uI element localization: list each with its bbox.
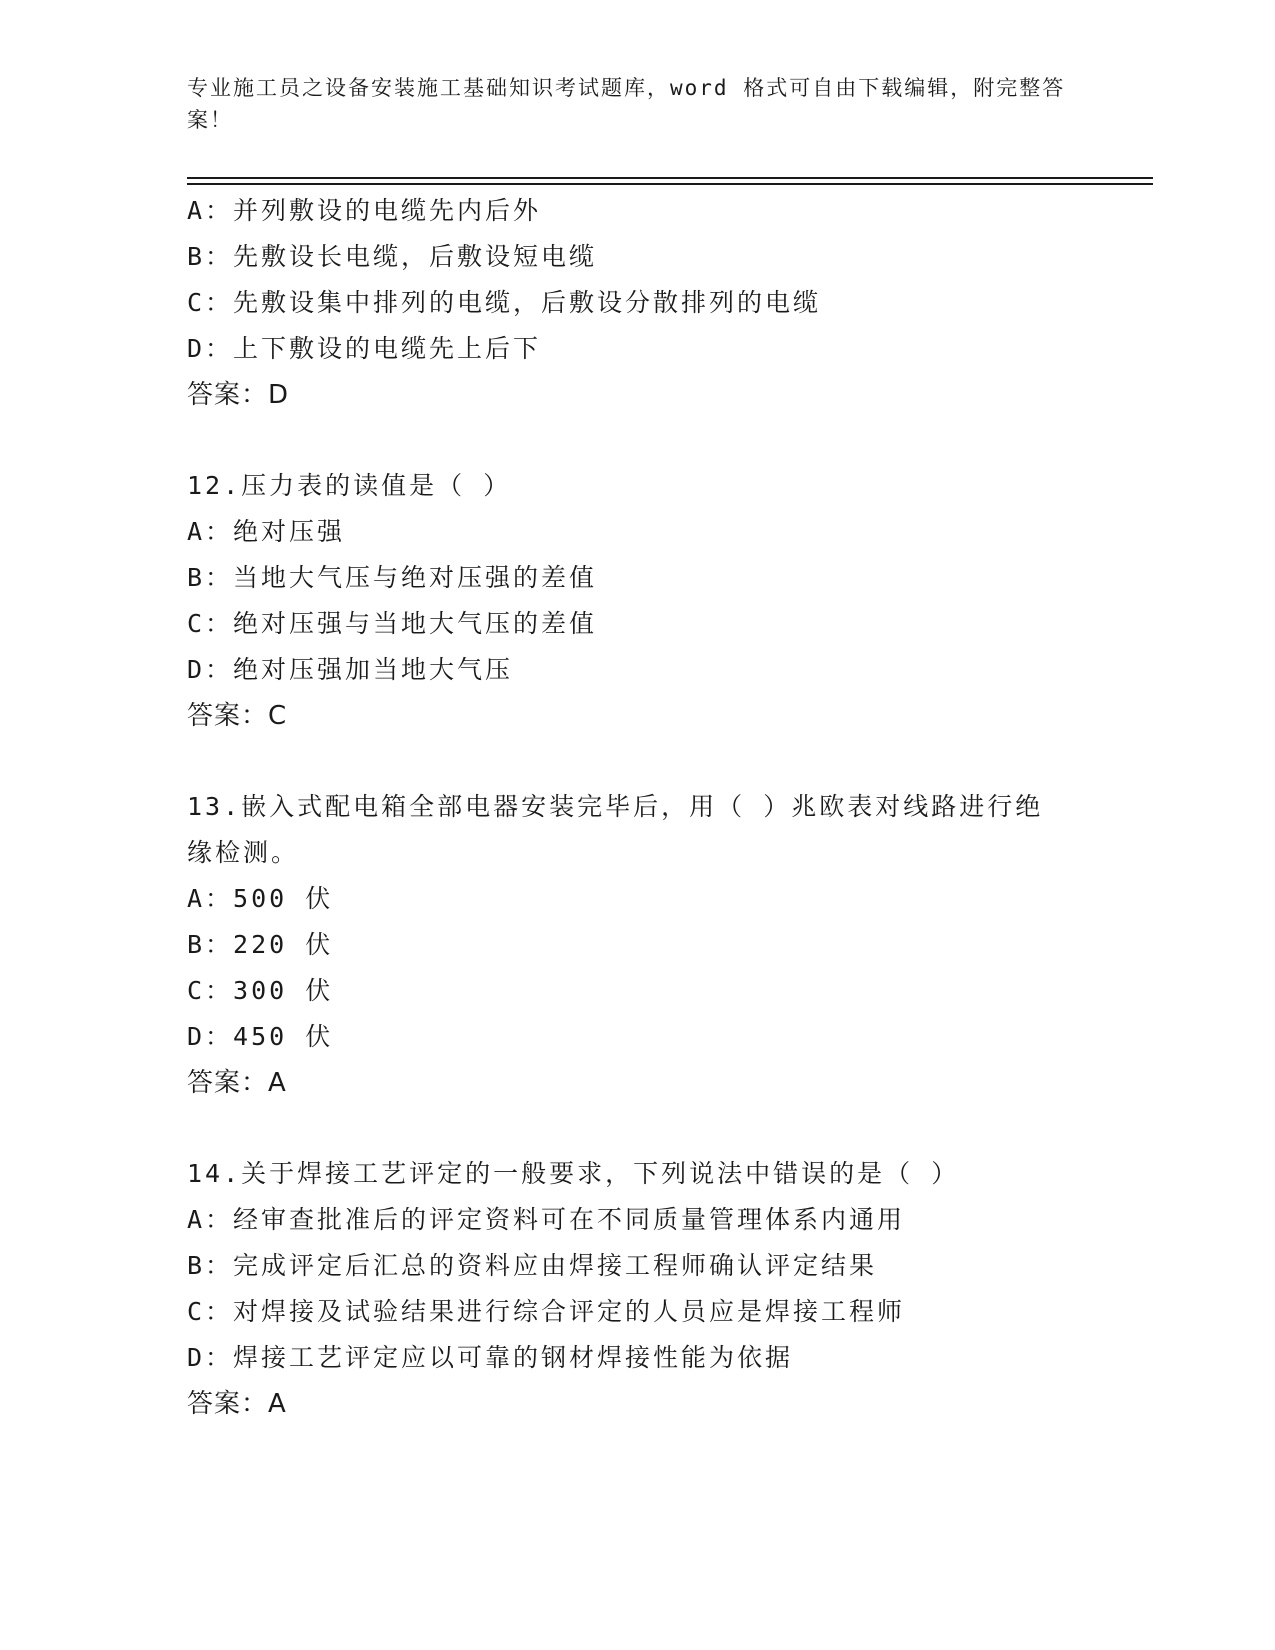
header-divider-top: [187, 177, 1153, 179]
header-divider-bottom: [187, 183, 1153, 185]
question-block-11: [187, 188, 1087, 418]
option-b: B：先敷设长电缆，后敷设短电缆: [187, 242, 598, 271]
question-block-14: [187, 1151, 1087, 1427]
option-a: A：经审查批准后的评定资料可在不同质量管理体系内通用: [187, 1205, 906, 1234]
option-a: A：500 伏: [187, 884, 334, 913]
option-d: D：450 伏: [187, 1022, 334, 1051]
document-header: 专业施工员之设备安装施工基础知识考试题库，word 格式可自由下载编辑，附完整答案！: [187, 76, 1066, 132]
answer-line: 答案：D: [187, 380, 290, 410]
option-c: C：对焊接及试验结果进行综合评定的人员应是焊接工程师: [187, 1297, 906, 1326]
option-c: C：绝对压强与当地大气压的差值: [187, 609, 598, 638]
option-a: A：并列敷设的电缆先内后外: [187, 196, 542, 225]
question-block-12: [187, 463, 1087, 739]
question-block-13: [187, 784, 1087, 1106]
option-b: B：当地大气压与绝对压强的差值: [187, 563, 598, 592]
option-b: B：完成评定后汇总的资料应由焊接工程师确认评定结果: [187, 1251, 878, 1280]
answer-line: 答案：C: [187, 701, 288, 731]
question-list: [187, 188, 1087, 1427]
option-a: A：绝对压强: [187, 517, 346, 546]
option-d: D：绝对压强加当地大气压: [187, 655, 514, 684]
option-c: C：300 伏: [187, 976, 334, 1005]
question-text: 12.压力表的读值是（ ）: [187, 471, 512, 500]
option-d: D：焊接工艺评定应以可靠的钢材焊接性能为依据: [187, 1343, 794, 1372]
option-c: C：先敷设集中排列的电缆，后敷设分散排列的电缆: [187, 288, 822, 317]
question-text: 14.关于焊接工艺评定的一般要求，下列说法中错误的是（ ）: [187, 1159, 960, 1188]
answer-line: 答案：A: [187, 1389, 287, 1419]
option-d: D：上下敷设的电缆先上后下: [187, 334, 542, 363]
question-text: 13.嵌入式配电箱全部电器安装完毕后，用（ ）兆欧表对线路进行绝缘检测。: [187, 792, 1044, 867]
answer-line: 答案：A: [187, 1068, 287, 1098]
option-b: B：220 伏: [187, 930, 334, 959]
